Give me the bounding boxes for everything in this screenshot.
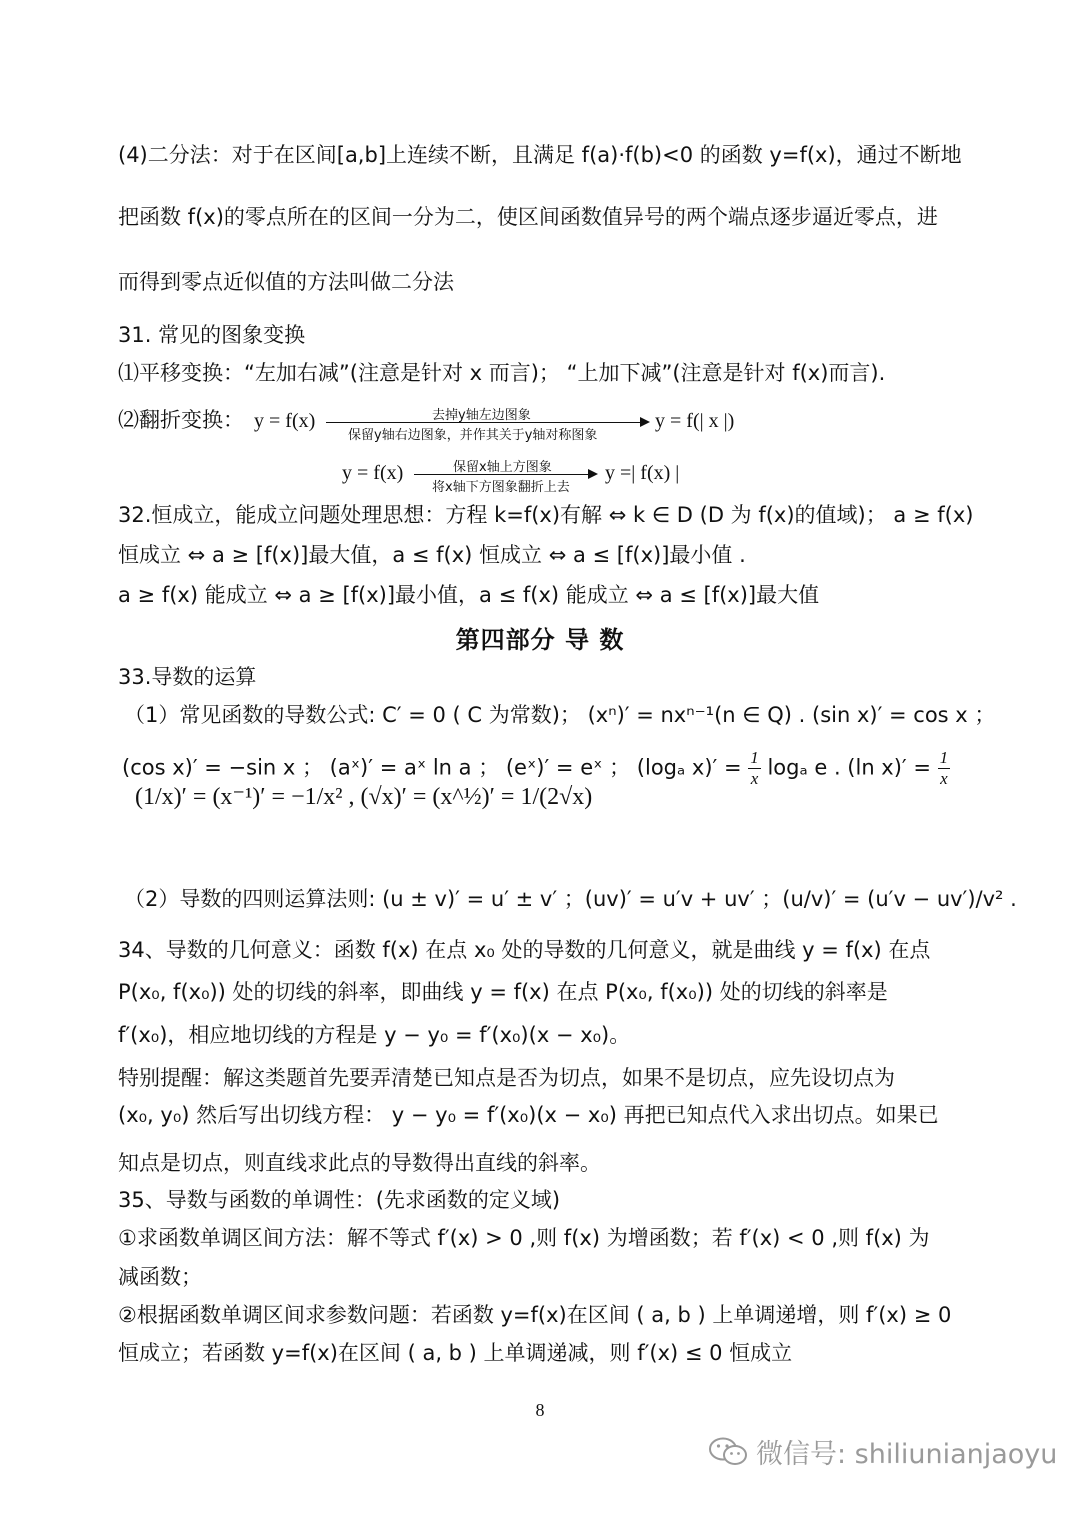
section-35-line-2: ①求函数单调区间方法：解不等式 f′(x) > 0 ,则 f(x) 为增函数；若 f′(x) < 0 ,则 f(x) 为 [118,1226,930,1250]
section-33-title: 33.导数的运算 [118,665,257,689]
transform-1-arrow [326,422,642,423]
wechat-icon [708,1436,748,1475]
fraction-numerator: 1 [939,748,949,767]
page-number: 8 [535,1400,545,1420]
section-34-line-5: (x₀, y₀) 然后写出切线方程： y − y₀ = f′(x₀)(x − x₀) 再把已知点代入求出切点。如果已 [118,1103,939,1127]
bisection-line-3: 而得到零点近似值的方法叫做二分法 [118,270,454,294]
transform-1-top-label: 去掉y轴左边图象 [432,408,531,423]
fraction-1-over-x-a [748,748,761,789]
transform-2-top-label: 保留x轴上方图象 [453,460,552,475]
section-35-line-1: 35、导数与函数的单调性：(先求函数的定义域) [118,1188,561,1212]
section-35-line-5: 恒成立；若函数 y=f(x)在区间 ( a, b ) 上单调递减，则 f′(x) ≤ 0 恒成立 [118,1341,793,1365]
section-34-line-1: 34、导数的几何意义：函数 f(x) 在点 x₀ 处的导数的几何意义，就是曲线 y = f(x) 在点 [118,938,931,962]
transform-2-right: y =| f(x) | [605,462,680,484]
shift-transform-text: ⑴平移变换：“左加右减”(注意是针对 x 而言)； “上加下减”(注意是针对 f(x)而言). [118,361,886,385]
section-34-line-3: f′(x₀)，相应地切线的方程是 y − y₀ = f′(x₀)(x − x₀)。 [118,1023,631,1047]
section-32-line-1: 32.恒成立，能成立问题处理思想：方程 k=f(x)有解 ⇔ k ∈ D (D 为 f(x)的值域)； a ≥ f(x) [118,503,974,527]
transform-2-bottom-label: 将x轴下方图象翻折上去 [432,480,570,495]
power-derivative-formulas: (1/x)′ = (x⁻¹)′ = −1/x² , (√x)′ = (x^½)′ = 1/(2√x) [135,784,593,810]
section-35-line-3: 减函数； [118,1265,202,1289]
fraction-numerator: 1 [750,748,759,767]
section-31-title: 31. 常见的图象变换 [118,323,306,347]
transform-1-bottom-label: 保留y轴右边图象，并作其关于y轴对称图象 [348,428,598,443]
derivative-formulas-line-2a: (cos x)′ = −sin x ； (aˣ)′ = aˣ ln a ； (eˣ)′ = eˣ ； (logₐ x)′ = [122,755,742,780]
transform-1-left: y = f(x) [254,410,316,432]
section-34-line-6: 知点是切点，则直线求此点的导数得出直线的斜率。 [118,1151,601,1175]
transform-2-arrow [414,474,590,475]
fraction-denominator: x [750,769,759,788]
section-32-line-2: 恒成立 ⇔ a ≥ [f(x)]最大值，a ≤ f(x) 恒成立 ⇔ a ≤ [f(x)]最小值 . [118,543,746,567]
transform-1-right: y = f(| x |) [655,410,735,432]
flip-transform-label: ⑵翻折变换： [118,408,244,432]
fraction-1-over-x-b [938,748,951,789]
transform-2-arrowhead [588,469,598,479]
section-35-line-4: ②根据函数单调区间求参数问题：若函数 y=f(x)在区间 ( a, b ) 上单调递增，则 f′(x) ≥ 0 [118,1303,952,1327]
transform-1-arrowhead [640,417,650,427]
fraction-denominator: x [940,769,948,788]
transform-2-left: y = f(x) [342,462,404,484]
section-34-line-4: 特别提醒：解这类题首先要弄清楚已知点是否为切点，如果不是切点，应先设切点为 [118,1066,895,1090]
derivative-formulas-line-1: （1）常见函数的导数公式: C′ = 0 ( C 为常数)； (xⁿ)′ = nxⁿ⁻¹(n ∈ Q) . (sin x)′ = cos x ； [124,703,996,727]
watermark-text: 微信号: shiliunianjaoyu [756,1439,1058,1470]
bisection-line-1: (4)二分法：对于在区间[a,b]上连续不断，且满足 f(a)·f(b)<0 的函数 y=f(x)，通过不断地 [118,143,962,167]
part-4-heading: 第四部分 导 数 [455,626,625,654]
bisection-line-2: 把函数 f(x)的零点所在的区间一分为二，使区间函数值异号的两个端点逐步逼近零点，进 [118,205,938,229]
section-34-line-2: P(x₀, f(x₀)) 处的切线的斜率，即曲线 y = f(x) 在点 P(x₀, f(x₀)) 处的切线的斜率是 [118,980,888,1004]
wechat-watermark [708,1432,1057,1475]
derivative-formulas-line-2b: logₐ e . (ln x)′ = [767,755,931,780]
section-32-line-3: a ≥ f(x) 能成立 ⇔ a ≥ [f(x)]最小值，a ≤ f(x) 能成立 ⇔ a ≤ [f(x)]最大值 [118,583,820,607]
derivative-rules-line: （2）导数的四则运算法则: (u ± v)′ = u′ ± v′ ；(uv)′ = u′v + uv′ ；(u/v)′ = (u′v − uv′)/v² . [124,887,1017,911]
